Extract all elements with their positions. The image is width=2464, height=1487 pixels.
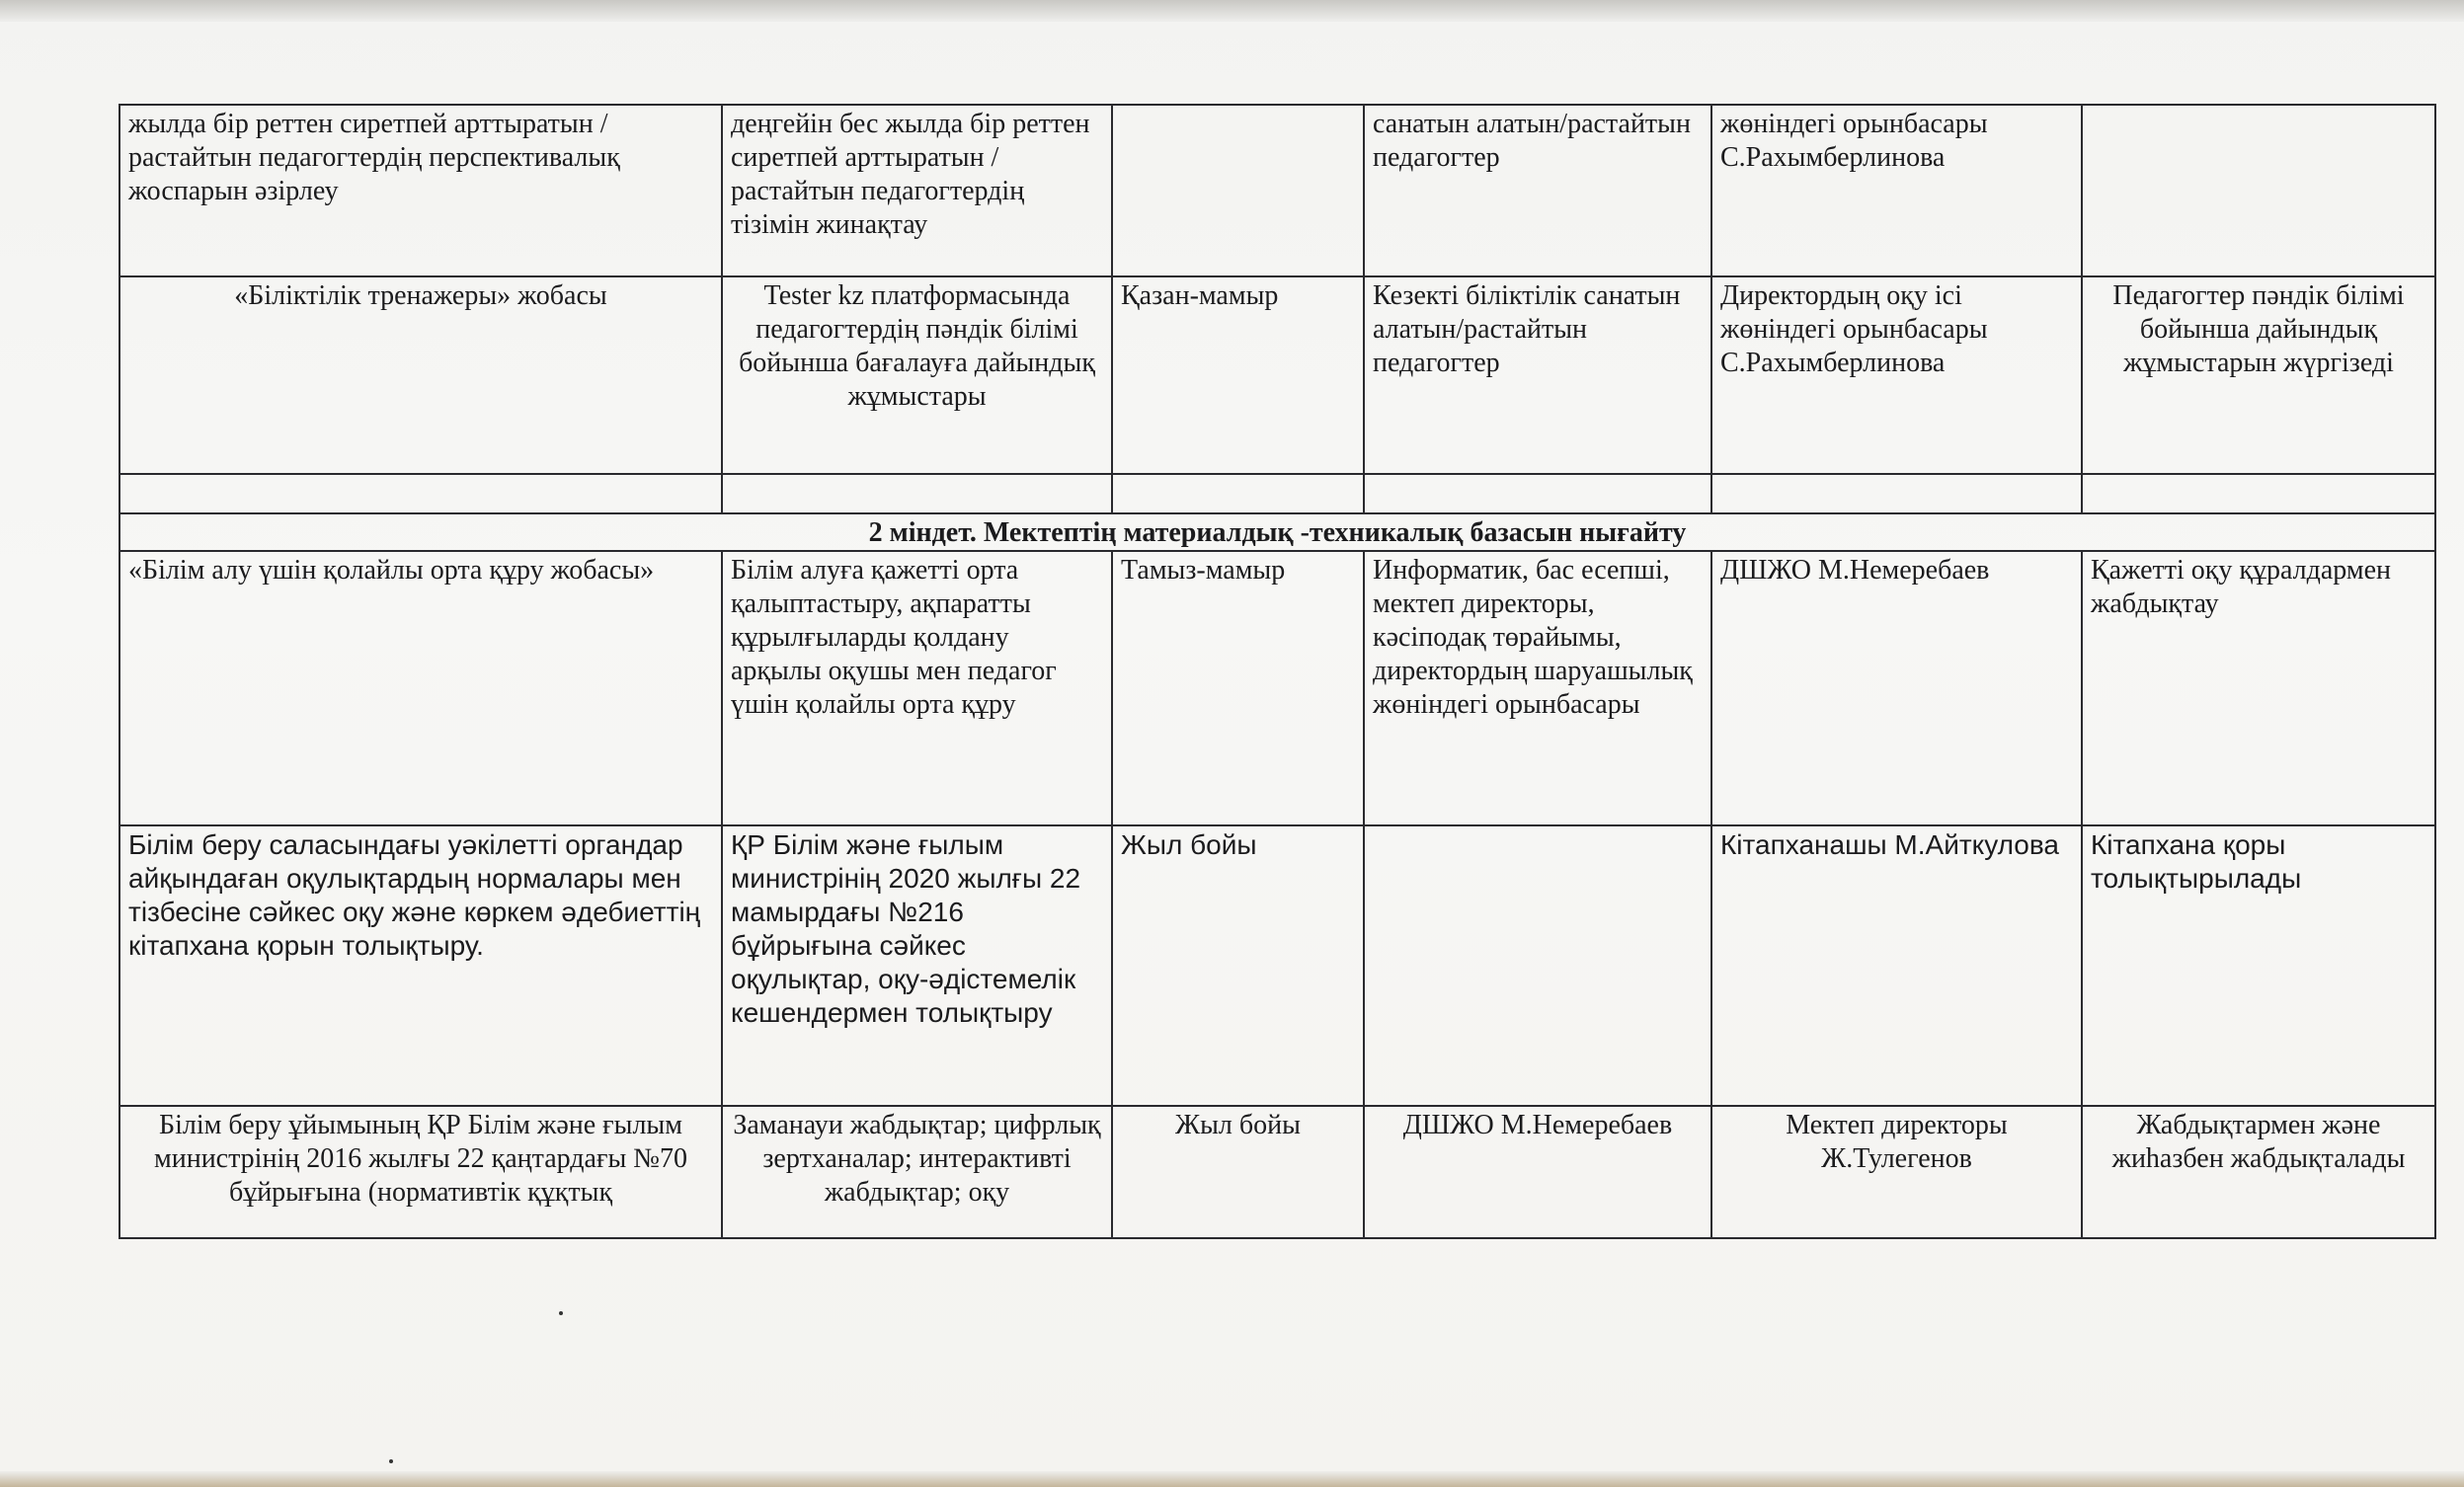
cell-activity: жылда бір реттен сиретпей арттыратын /растайтын педагогтердің перспективалық жоспарын әзірлеу: [119, 105, 722, 276]
cell-content: Tester kz платформасында педагогтердің пәндік білімі бойынша бағалауға дайындық жұмыстары: [722, 276, 1112, 474]
page-top-edge-shadow: [0, 0, 2464, 22]
cell-responsible: жөніндегі орынбасары С.Рахымберлинова: [1711, 105, 2082, 276]
cell-activity: Білім беру саласындағы уәкілетті органдар айқындаған оқулықтардың нормалары мен тізбесіне сәйкес оқу және көркем әдебиеттің кітапхана қорын толықтыру.: [119, 825, 722, 1106]
section-heading: 2 міндет. Мектептің материалдық -техникалық базасын нығайту: [119, 513, 2435, 551]
cell-content: деңгейін бес жылда бір реттен сиретпей арттыратын /растайтын педагогтердің тізімін жинақтау: [722, 105, 1112, 276]
cell-result: Қажетті оқу құралдармен жабдықтау: [2082, 551, 2435, 825]
cell-activity: «Біліктілік тренажеры» жобасы: [119, 276, 722, 474]
cell-deadline: Жыл бойы: [1112, 1106, 1364, 1238]
cell-result: [2082, 105, 2435, 276]
table-row: [119, 276, 2435, 474]
empty-cell: [722, 474, 1112, 513]
action-plan-table: [119, 104, 2436, 1239]
table-row: [119, 105, 2435, 276]
cell-participants: [1364, 825, 1711, 1106]
cell-deadline: Қазан-мамыр: [1112, 276, 1364, 474]
empty-cell: [1711, 474, 2082, 513]
table-row: [119, 825, 2435, 1106]
cell-deadline: Жыл бойы: [1112, 825, 1364, 1106]
table-row: [119, 1106, 2435, 1238]
cell-responsible: Кітапханашы М.Айткулова: [1711, 825, 2082, 1106]
cell-participants: санатын алатын/растайтын педагогтер: [1364, 105, 1711, 276]
page-bottom-edge: [0, 1471, 2464, 1487]
cell-participants: Кезекті біліктілік санатын алатын/растайтын педагогтер: [1364, 276, 1711, 474]
cell-responsible: Мектеп директоры Ж.Тулегенов: [1711, 1106, 2082, 1238]
cell-result: Кітапхана қоры толықтырылады: [2082, 825, 2435, 1106]
section-heading-row: [119, 513, 2435, 551]
cell-participants: ДШЖО М.Немеребаев: [1364, 1106, 1711, 1238]
empty-cell: [2082, 474, 2435, 513]
cell-participants: Информатик, бас есепші, мектеп директоры, кәсіподақ төрайымы, директордың шаруашылық жөніндегі орынбасары: [1364, 551, 1711, 825]
empty-cell: [1364, 474, 1711, 513]
table-row-empty: [119, 474, 2435, 513]
cell-result: Педагогтер пәндік білімі бойынша дайындық жұмыстарын жүргізеді: [2082, 276, 2435, 474]
cell-content: Білім алуға қажетті орта қалыптастыру, ақпаратты құрылғыларды қолдану арқылы оқушы мен педагог үшін қолайлы орта құру: [722, 551, 1112, 825]
cell-responsible: ДШЖО М.Немеребаев: [1711, 551, 2082, 825]
cell-activity: «Білім алу үшін қолайлы орта құру жобасы»: [119, 551, 722, 825]
cell-content: ҚР Білім және ғылым министрінің 2020 жылғы 22 мамырдағы №216 бұйрығына сәйкес оқулықтар, оқу-әдістемелік кешендермен толықтыру: [722, 825, 1112, 1106]
scan-speck: [389, 1459, 393, 1463]
cell-responsible: Директордың оқу ісі жөніндегі орынбасары С.Рахымберлинова: [1711, 276, 2082, 474]
empty-cell: [119, 474, 722, 513]
scan-speck: [559, 1311, 563, 1315]
cell-deadline: [1112, 105, 1364, 276]
cell-content: Заманауи жабдықтар; цифрлық зертханалар; интерактивті жабдықтар; оқу: [722, 1106, 1112, 1238]
cell-result: Жабдықтармен және жиһазбен жабдықталады: [2082, 1106, 2435, 1238]
empty-cell: [1112, 474, 1364, 513]
table-row: [119, 551, 2435, 825]
cell-deadline: Тамыз-мамыр: [1112, 551, 1364, 825]
cell-activity: Білім беру ұйымының ҚР Білім және ғылым министрінің 2016 жылғы 22 қаңтардағы №70 бұйрығына (нормативтік құқтық: [119, 1106, 722, 1238]
